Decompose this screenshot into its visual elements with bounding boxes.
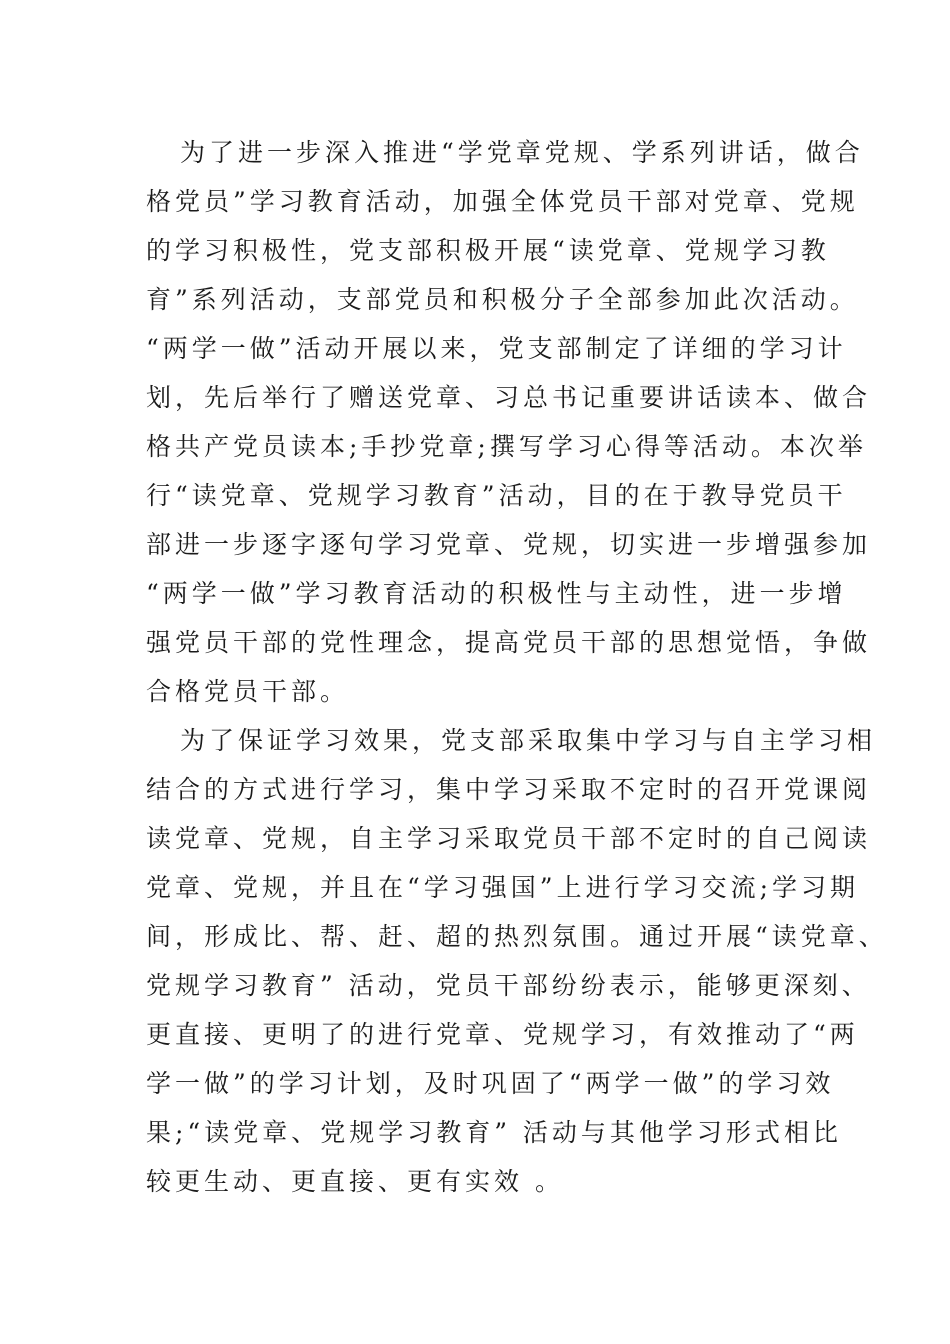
text-line: 果;“读党章、党规学习教育” 活动与其他学习形式相比: [146, 1118, 842, 1147]
text-line: “两学一做”学习教育活动的积极性与主动性，进一步增: [146, 579, 847, 608]
text-line: 党章、党规，并且在“学习强国”上进行学习交流;学习期: [146, 873, 859, 902]
paragraph-2: [146, 716, 888, 1206]
text-line: 较更生动、更直接、更有实效 。: [146, 1167, 564, 1196]
text-line: 强党员干部的党性理念，提高党员干部的思想觉悟，争做: [146, 628, 872, 657]
text-line: 读党章、党规，自主学习采取党员干部不定时的自己阅读: [146, 824, 872, 853]
text-line: 划，先后举行了赠送党章、习总书记重要讲话读本、做合: [146, 383, 872, 412]
text-line: 学一做”的学习计划，及时巩固了“两学一做”的学习效: [146, 1069, 835, 1098]
text-line: 更直接、更明了的进行党章、党规学习，有效推动了“两: [146, 1020, 859, 1049]
text-line: 为了进一步深入推进“学党章党规、学系列讲话，做合: [180, 138, 864, 167]
text-line: 合格党员干部。: [146, 677, 350, 706]
text-line: 格党员”学习教育活动，加强全体党员干部对党章、党规: [146, 187, 859, 216]
text-line: 格共产党员读本;手抄党章;撰写学习心得等活动。本次举: [146, 432, 867, 461]
text-line: 为了保证学习效果，党支部采取集中学习与自主学习相: [180, 726, 877, 755]
text-line: 部进一步逐字逐句学习党章、党规，切实进一步增强参加: [146, 530, 872, 559]
text-line: 行“读党章、党规学习教育”活动，目的在于教导党员干: [146, 481, 847, 510]
text-line: 育”系列活动，支部党员和积极分子全部参加此次活动。: [146, 285, 859, 314]
text-line: 党规学习教育” 活动，党员干部纷纷表示，能够更深刻、: [146, 971, 871, 1000]
text-line: 间，形成比、帮、赶、超的热烈氛围。通过开展“读党章、: [146, 922, 888, 951]
paragraph-1: [146, 128, 872, 716]
text-line: 的学习积极性，党支部积极开展“读党章、党规学习教: [146, 236, 830, 265]
text-line: 结合的方式进行学习，集中学习采取不定时的召开党课阅: [146, 775, 872, 804]
text-line: “两学一做”活动开展以来，党支部制定了详细的学习计: [146, 334, 847, 363]
document-body: [146, 128, 888, 1206]
